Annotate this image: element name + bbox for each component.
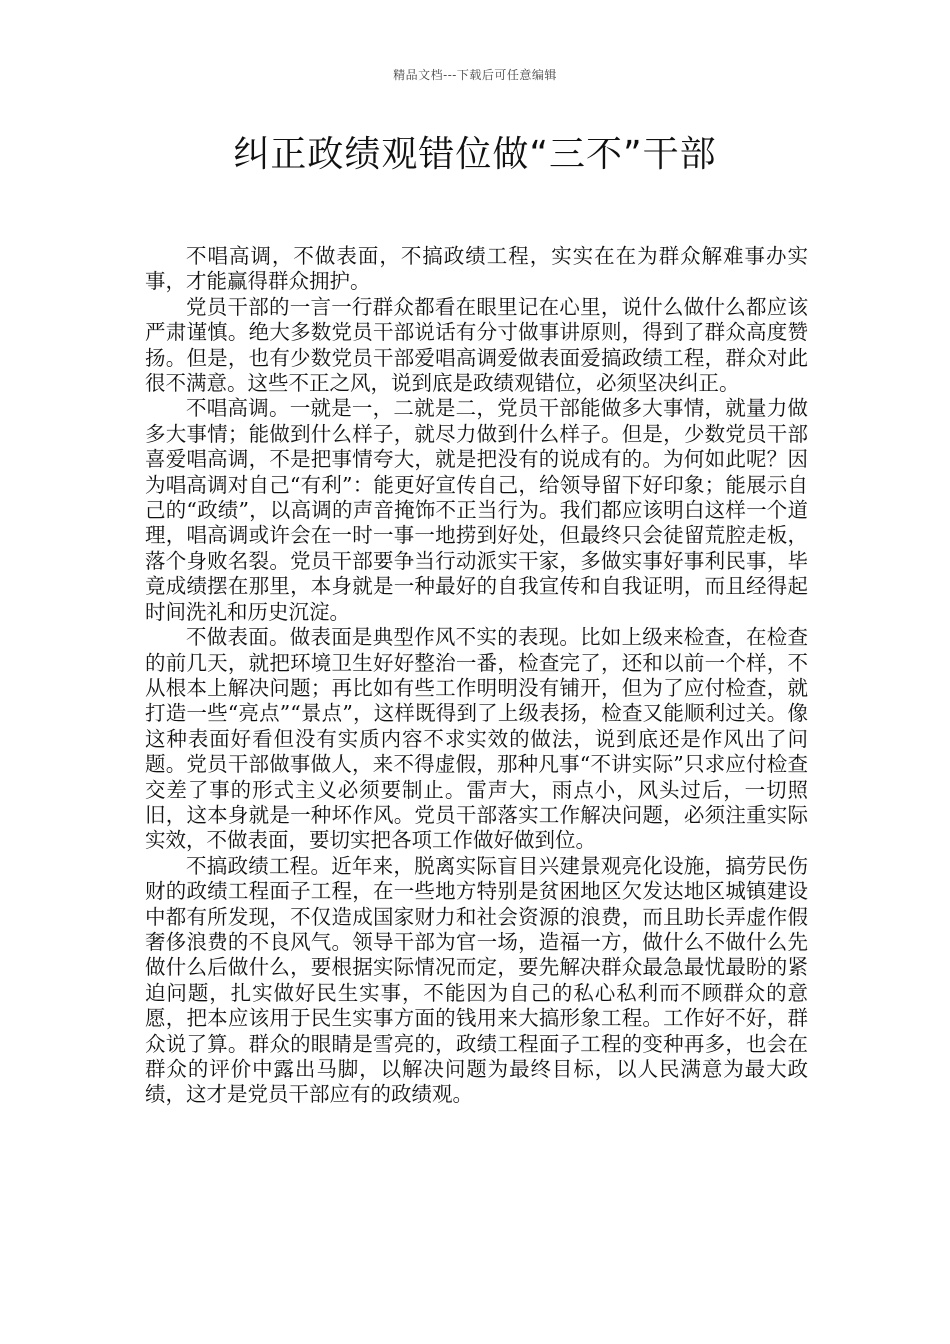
paragraph-intro: 不唱高调，不做表面，不搞政绩工程，实实在在为群众解难事办实事，才能赢得群众拥护。: [145, 244, 808, 294]
paragraph-context: 党员干部的一言一行群众都看在眼里记在心里，说什么做什么都应该严肃谨慎。绝大多数党员干部说话有分寸做事讲原则，得到了群众高度赞扬。但是，也有少数党员干部爱唱高调爱做表面爱搞政绩工程，群众对此很不满意。这些不正之风，说到底是政绩观错位，必须坚决纠正。: [145, 294, 808, 396]
document-title: 纠正政绩观错位做“三不”干部: [233, 134, 717, 175]
document-body: [145, 244, 808, 1108]
paragraph-no-high-talk: 不唱高调。一就是一，二就是二，党员干部能做多大事情，就量力做多大事情；能做到什么样子，就尽力做到什么样子。但是，少数党员干部喜爱唱高调，不是把事情夸大，就是把没有的说成有的。为何如此呢？因为唱高调对自己“有利”：能更好宣传自己，给领导留下好印象；能展示自己的“政绩”，以高调的声音掩饰不正当行为。我们都应该明白这样一个道理，唱高调或许会在一时一事一地捞到好处，但最终只会徒留荒腔走板，落个身败名裂。党员干部要争当行动派实干家，多做实事好事利民事，毕竟成绩摆在那里，本身就是一种最好的自我宣传和自我证明，而且经得起时间洗礼和历史沉淀。: [145, 396, 808, 624]
header-note: 精品文档---下载后可任意编辑: [393, 68, 557, 82]
paragraph-no-vanity-projects: 不搞政绩工程。近年来，脱离实际盲目兴建景观亮化设施，搞劳民伤财的政绩工程面子工程，在一些地方特别是贫困地区欠发达地区城镇建设中都有所发现，不仅造成国家财力和社会资源的浪费，而且助长弄虚作假奢侈浪费的不良风气。领导干部为官一场，造福一方，做什么不做什么先做什么后做什么，要根据实际情况而定，要先解决群众最急最忧最盼的紧迫问题，扎实做好民生实事，不能因为自己的私心私利而不顾群众的意愿，把本应该用于民生实事方面的钱用来大搞形象工程。工作好不好，群众说了算。群众的眼睛是雪亮的，政绩工程面子工程的变种再多，也会在群众的评价中露出马脚，以解决问题为最终目标，以人民满意为最大政绩，这才是党员干部应有的政绩观。: [145, 853, 808, 1107]
paragraph-no-superficial: 不做表面。做表面是典型作风不实的表现。比如上级来检查，在检查的前几天，就把环境卫生好好整治一番，检查完了，还和以前一个样，不从根本上解决问题；再比如有些工作明明没有铺开，但为了应付检查，就打造一些“亮点”“景点”，这样既得到了上级表扬，检查又能顺利过关。像这种表面好看但没有实质内容不求实效的做法，说到底还是作风出了问题。党员干部做事做人，来不得虚假，那种凡事“不讲实际”只求应付检查交差了事的形式主义必须要制止。雷声大，雨点小，风头过后，一切照旧，这本身就是一种坏作风。党员干部落实工作解决问题，必须注重实际实效，不做表面，要切实把各项工作做好做到位。: [145, 625, 808, 853]
